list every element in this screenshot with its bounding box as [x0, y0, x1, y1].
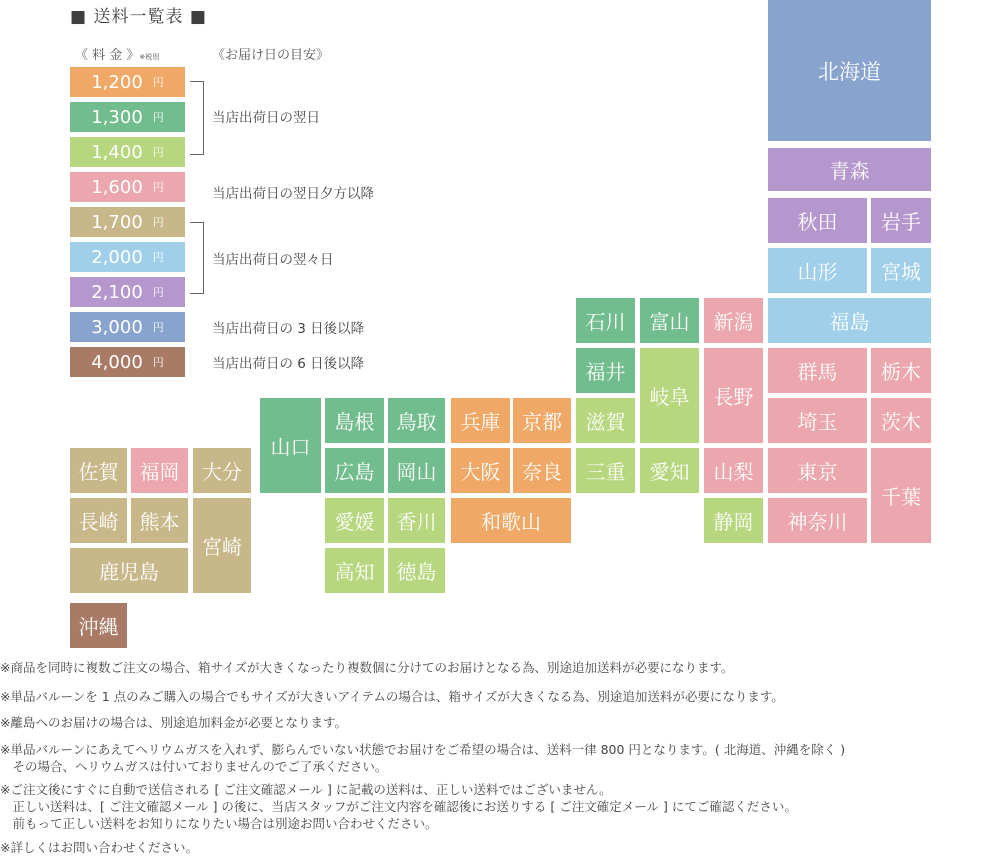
delivery-next-day-evening: 当店出荷日の翌日夕方以降 — [212, 186, 374, 202]
delivery-two-days: 当店出荷日の翌々日 — [212, 252, 334, 268]
pref-kagoshima: 鹿児島 — [70, 548, 188, 593]
note-no-helium: ※単品バルーンにあえてヘリウムガスを入れず、膨らんでいない状態でお届けをご希望の場合は、送料一律 800 円となります。( 北海道、沖縄を除く ) — [0, 742, 846, 757]
price-1300: 1,300 円 — [70, 102, 185, 132]
pref-kumamoto: 熊本 — [131, 498, 188, 543]
pref-mie: 三重 — [576, 448, 635, 493]
pref-niigata: 新潟 — [704, 298, 763, 343]
price-1400: 1,400 円 — [70, 137, 185, 167]
pref-ehime: 愛媛 — [325, 498, 384, 543]
delivery-header: 《お届け日の目安》 — [212, 48, 330, 63]
price-2000: 2,000 円 — [70, 242, 185, 272]
price-2100: 2,100 円 — [70, 277, 185, 307]
note-no-helium-2: その場合、ヘリウムガスは付いておりませんのでご了承ください。 — [0, 759, 388, 774]
tax-note: ※税別 — [139, 53, 160, 61]
note-multiple-orders: ※商品を同時に複数ご注文の場合、箱サイズが大きくなったり複数個に分けてのお届けとなる為、別途追加送料が必要になります。 — [0, 660, 734, 675]
pref-kyoto: 京都 — [513, 398, 571, 443]
pref-yamanashi: 山梨 — [704, 448, 763, 493]
price-4000: 4,000 円 — [70, 347, 185, 377]
pref-ishikawa: 石川 — [576, 298, 635, 343]
note-confirm-mail-3: 前もって正しい送料をお知りになりたい場合は別途お問い合わせください。 — [0, 816, 438, 831]
note-confirm-mail-2: 正しい送料は、[ ご注文確認メール ] の後に、当店スタッフがご注文内容を確認後にお送りする [ ご注文確定メール ] にてご確認ください。 — [0, 799, 797, 814]
pref-ibaraki: 茨木 — [871, 398, 931, 443]
pref-hyogo: 兵庫 — [451, 398, 510, 443]
pref-akita: 秋田 — [768, 198, 867, 243]
pref-kanagawa: 神奈川 — [768, 498, 867, 543]
delivery-three-days: 当店出荷日の 3 日後以降 — [212, 321, 365, 337]
pref-saga: 佐賀 — [70, 448, 127, 493]
note-large-item: ※単品バルーンを 1 点のみご購入の場合でもサイズが大きいアイテムの場合は、箱サイズが大きくなる為、別途追加送料が必要になります。 — [0, 689, 784, 704]
page-title: ■ 送料一覧表 ■ — [70, 7, 207, 27]
pref-oita: 大分 — [193, 448, 251, 493]
pref-okayama: 岡山 — [388, 448, 445, 493]
pref-osaka: 大阪 — [451, 448, 510, 493]
pref-shimane: 島根 — [325, 398, 384, 443]
pref-aomori: 青森 — [768, 148, 931, 191]
pref-gunma: 群馬 — [768, 348, 867, 393]
pref-toyama: 富山 — [640, 298, 699, 343]
pref-fukuoka: 福岡 — [131, 448, 188, 493]
delivery-next-day: 当店出荷日の翌日 — [212, 110, 320, 126]
pref-nagano: 長野 — [704, 348, 763, 443]
pref-miyagi: 宮城 — [871, 248, 931, 293]
delivery-six-days: 当店出荷日の 6 日後以降 — [212, 356, 365, 372]
pref-aichi: 愛知 — [640, 448, 699, 493]
pref-kochi: 高知 — [325, 548, 384, 593]
pref-gifu: 岐阜 — [640, 348, 699, 443]
pref-fukushima: 福島 — [768, 298, 931, 343]
pref-saitama: 埼玉 — [768, 398, 867, 443]
pref-shiga: 滋賀 — [576, 398, 635, 443]
price-1700: 1,700 円 — [70, 207, 185, 237]
note-confirm-mail: ※ご注文後にすぐに自動で送信される [ ご注文確認メール ] に記載の送料は、正しい送料ではございません。 — [0, 782, 612, 797]
pref-yamagata: 山形 — [768, 248, 867, 293]
pref-fukui: 福井 — [576, 348, 635, 393]
bracket-two-days — [190, 222, 204, 294]
pref-okinawa: 沖縄 — [70, 603, 127, 648]
pref-tottori: 鳥取 — [388, 398, 445, 443]
bracket-next-day — [190, 81, 204, 155]
pref-tochigi: 栃木 — [871, 348, 931, 393]
pref-nagasaki: 長崎 — [70, 498, 127, 543]
pref-iwate: 岩手 — [871, 198, 931, 243]
pref-chiba: 千葉 — [871, 448, 931, 543]
price-1200: 1,200 円 — [70, 67, 185, 97]
pref-nara: 奈良 — [513, 448, 571, 493]
note-remote-island: ※離島へのお届けの場合は、別途追加料金が必要となります。 — [0, 715, 347, 730]
pref-hokkaido: 北海道 — [768, 0, 931, 141]
pref-hiroshima: 広島 — [325, 448, 384, 493]
price-3000: 3,000 円 — [70, 312, 185, 342]
pref-wakayama: 和歌山 — [451, 498, 571, 543]
pref-shizuoka: 静岡 — [704, 498, 763, 543]
pref-kagawa: 香川 — [388, 498, 445, 543]
pref-yamaguchi: 山口 — [260, 398, 321, 493]
price-header: 《 料 金 》※税別 — [75, 48, 160, 63]
note-contact: ※詳しくはお問い合わせください。 — [0, 840, 198, 855]
pref-tokyo: 東京 — [768, 448, 867, 493]
pref-tokushima: 徳島 — [388, 548, 445, 593]
pref-miyazaki: 宮崎 — [193, 498, 251, 593]
price-1600: 1,600 円 — [70, 172, 185, 202]
